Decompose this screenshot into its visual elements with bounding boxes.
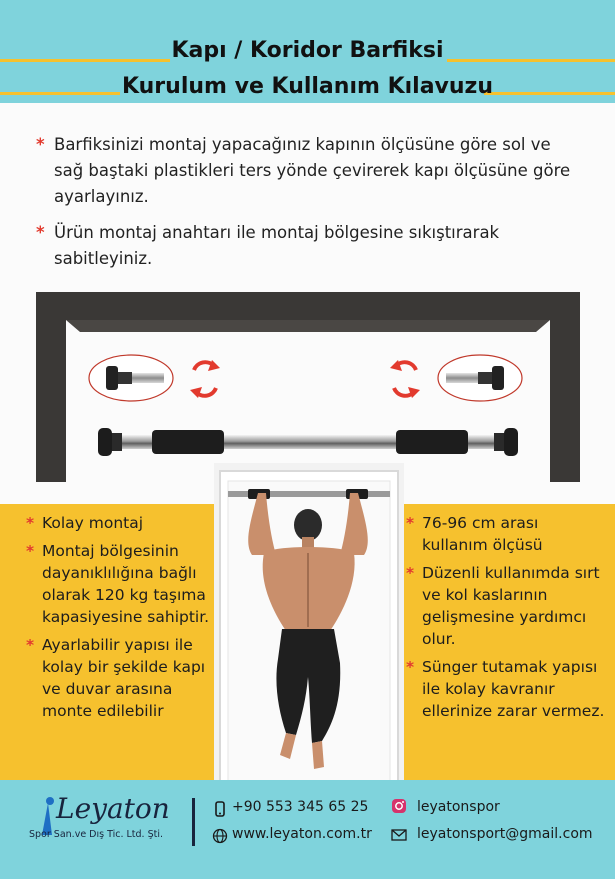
bullet-star: * xyxy=(36,223,45,242)
feature-text: Düzenli kullanımda sırt ve kol kaslarının gelişmesine yardımcı olur. xyxy=(422,564,600,648)
feature-text: Montaj bölgesinin dayanıklılığına bağlı olarak 120 kg taşıma kapasiyesine sahiptir. xyxy=(42,542,210,626)
phone-icon xyxy=(212,801,228,817)
instruction-text: Barfiksinizi montaj yapacağınız kapının ölçüsüne göre sol ve sağ baştaki plastikleri ters yönde çevirerek kapı ölçüsüne göre ayarlayınız. xyxy=(54,135,571,206)
left-end-cap-detail xyxy=(89,355,173,401)
instruction-item xyxy=(36,220,576,272)
left-feature-list xyxy=(26,512,212,728)
feature-item xyxy=(26,540,212,628)
mail-icon xyxy=(391,827,407,843)
instagram-handle[interactable]: leyatonspor xyxy=(417,799,500,815)
brand-name: Leyaton xyxy=(56,792,170,825)
bullet-star: * xyxy=(26,636,35,654)
website-link[interactable]: www.leyaton.com.tr xyxy=(232,826,372,842)
instruction-item xyxy=(36,132,576,210)
company-name: Spor San.ve Dış Tic. Ltd. Şti. xyxy=(29,829,164,840)
header-band xyxy=(0,0,615,103)
pull-up-bar xyxy=(98,428,518,456)
rotate-arrows-icon xyxy=(190,360,220,398)
bullet-star: * xyxy=(406,514,415,532)
title-line-2: Kurulum ve Kullanım Kılavuzu xyxy=(121,74,494,99)
feature-item xyxy=(406,562,606,650)
bullet-star: * xyxy=(36,135,45,154)
feature-item xyxy=(406,656,606,722)
feature-text: Kolay montaj xyxy=(42,514,144,532)
product-illustration xyxy=(36,290,580,485)
intro-instructions xyxy=(36,132,576,282)
rotate-arrows-icon xyxy=(390,360,420,398)
instruction-text: Ürün montaj anahtarı ile montaj bölgesine sıkıştırarak sabitleyiniz. xyxy=(54,223,500,268)
door-athlete-image xyxy=(214,463,404,793)
bullet-star: * xyxy=(406,564,415,582)
title-line-1: Kapı / Koridor Barfiksi xyxy=(171,38,444,63)
feature-item xyxy=(406,512,606,556)
feature-text: Ayarlabilir yapısı ile kolay bir şekilde kapı ve duvar arasına monte edilebilir xyxy=(42,636,206,720)
bullet-star: * xyxy=(26,542,35,560)
globe-icon xyxy=(212,828,228,844)
right-feature-list xyxy=(406,512,606,728)
email-address[interactable]: leyatonsport@gmail.com xyxy=(417,826,593,842)
bullet-star: * xyxy=(26,514,35,532)
footer-divider xyxy=(192,798,195,846)
phone-number[interactable]: +90 553 345 65 25 xyxy=(232,799,369,815)
feature-text: Sünger tutamak yapısı ile kolay kavranır ellerinize zarar vermez. xyxy=(422,658,605,720)
instagram-icon xyxy=(391,798,407,814)
right-end-cap-detail xyxy=(438,355,522,401)
feature-text: 76-96 cm arası kullanım ölçüsü xyxy=(422,514,543,554)
bullet-star: * xyxy=(406,658,415,676)
feature-item xyxy=(26,512,212,534)
feature-item xyxy=(26,634,212,722)
